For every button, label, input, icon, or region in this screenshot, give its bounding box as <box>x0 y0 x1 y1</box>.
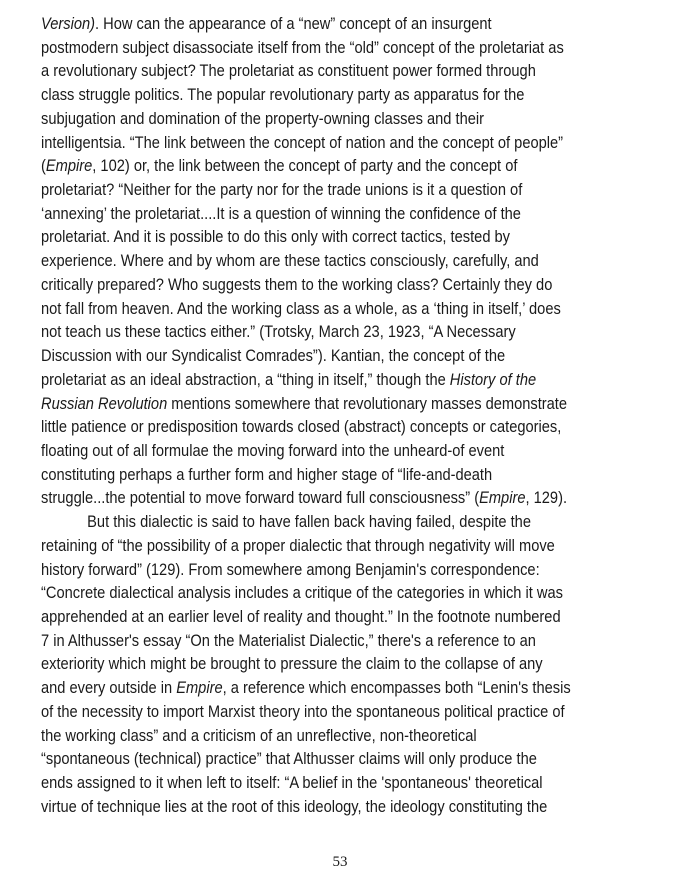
text-line <box>41 179 620 203</box>
text-line <box>41 226 620 250</box>
text-run: proletariat. And it is possible to do this only with correct tactics, tested by <box>41 228 511 247</box>
text-run: apprehended at an earlier level of reality and thought.” In the footnote numbered <box>41 607 561 626</box>
text-line <box>41 250 620 274</box>
text-line <box>41 108 620 132</box>
text-line <box>41 725 620 749</box>
text-run: and every outside in <box>41 679 177 698</box>
text-line <box>41 369 620 393</box>
text-run: , 129). <box>525 489 568 508</box>
text-run: floating out of all formulae the moving forward into the unheard-of event <box>41 441 505 460</box>
text-line <box>41 701 620 725</box>
text-run: exteriority which might be brought to pressure the claim to the collapse of any <box>41 655 543 674</box>
text-run: of the necessity to import Marxist theory into the spontaneous political practice of <box>41 702 565 721</box>
text-run: “spontaneous (technical) practice” that Althusser claims will only produce the <box>41 750 537 769</box>
text-line <box>41 298 620 322</box>
text-run: not teach us these tactics either.” (Trotsky, March 23, 1923, “A Necessary <box>41 323 516 342</box>
text-run: proletariat as an ideal abstraction, a “thing in itself,” though the <box>41 370 450 389</box>
italic-title: Empire <box>45 157 93 176</box>
text-run: ‘annexing’ the proletariat....It is a question of winning the confidence of the <box>41 204 521 223</box>
text-run: constituting perhaps a further form and higher stage of “life-and-death <box>41 465 493 484</box>
text-line <box>41 393 620 417</box>
text-line <box>41 440 620 464</box>
text-line <box>41 677 620 701</box>
text-run: struggle...the potential to move forward toward full consciousness” ( <box>41 489 480 508</box>
text-line <box>41 606 620 630</box>
text-run: experience. Where and by whom are these tactics consciously, carefully, and <box>41 252 539 271</box>
text-run: ends assigned to it when left to itself: “A belief in the 'spontaneous' theoretical <box>41 774 543 792</box>
italic-title: Version) <box>41 15 96 33</box>
italic-title: Empire <box>176 679 223 698</box>
italic-title: Russian Revolution <box>41 394 168 413</box>
text-line <box>41 772 620 796</box>
italic-title: History of the <box>449 370 537 389</box>
italic-title: Empire <box>479 489 526 508</box>
text-line <box>41 345 620 369</box>
text-run: a revolutionary subject? The proletariat as constituent power formed through <box>41 62 536 81</box>
text-run: critically prepared? Who suggests them to the working class? Certainly they do <box>41 275 553 294</box>
text-run: history forward” (129). From somewhere among Benjamin's correspondence: <box>41 560 540 579</box>
text-line <box>41 535 620 559</box>
text-line <box>41 132 620 156</box>
text-line <box>41 274 620 298</box>
text-line <box>41 13 620 37</box>
text-line <box>41 321 620 345</box>
text-line <box>41 487 620 511</box>
text-line <box>41 796 620 820</box>
text-line <box>41 653 620 677</box>
text-run: virtue of technique lies at the root of this ideology, the ideology constituting the <box>41 797 548 816</box>
text-run: , 102) or, the link between the concept of party and the concept of <box>92 157 518 176</box>
text-run: . How can the appearance of a “new” concept of an insurgent <box>95 15 492 33</box>
text-run: 7 in Althusser's essay “On the Materialist Dialectic,” there's a reference to an <box>41 631 536 650</box>
text-run: Discussion with our Syndicalist Comrades”). Kantian, the concept of the <box>41 347 506 366</box>
body-text <box>41 13 681 819</box>
text-run: little patience or predisposition towards closed (abstract) concepts or categories, <box>41 418 562 437</box>
text-line <box>41 582 620 606</box>
text-line <box>41 416 620 440</box>
text-run: But this dialectic is said to have fallen back having failed, despite the <box>87 513 531 532</box>
text-run: postmodern subject disassociate itself from the “old” concept of the proletariat as <box>41 38 564 57</box>
text-line <box>41 511 620 535</box>
text-run: proletariat? “Neither for the party nor for the trade unions is it a question of <box>41 181 523 200</box>
page-number: 53 <box>332 854 348 870</box>
text-run: not fall from heaven. And the working class as a whole, as a ‘thing in itself,’ does <box>41 299 561 318</box>
text-run: subjugation and domination of the property-owning classes and their <box>41 109 485 128</box>
text-line <box>41 60 620 84</box>
text-run: mentions somewhere that revolutionary masses demonstrate <box>167 394 568 413</box>
text-line <box>41 559 620 583</box>
text-run: ( <box>41 157 46 176</box>
text-run: intelligentsia. “The link between the concept of nation and the concept of people” <box>41 133 564 152</box>
text-line <box>41 155 620 179</box>
text-run: class struggle politics. The popular revolutionary party as apparatus for the <box>41 86 525 105</box>
text-line <box>41 630 620 654</box>
text-run: , a reference which encompasses both “Lenin's thesis <box>222 679 571 698</box>
text-line <box>41 203 620 227</box>
text-line <box>41 84 620 108</box>
text-line <box>41 37 620 61</box>
text-line <box>41 748 620 772</box>
text-line <box>41 464 620 488</box>
text-run: retaining of “the possibility of a proper dialectic that through negativity will move <box>41 536 555 555</box>
text-run: the working class” and a criticism of an unreflective, non-theoretical <box>41 726 477 745</box>
text-run: “Concrete dialectical analysis includes a critique of the categories in which it was <box>41 584 563 603</box>
